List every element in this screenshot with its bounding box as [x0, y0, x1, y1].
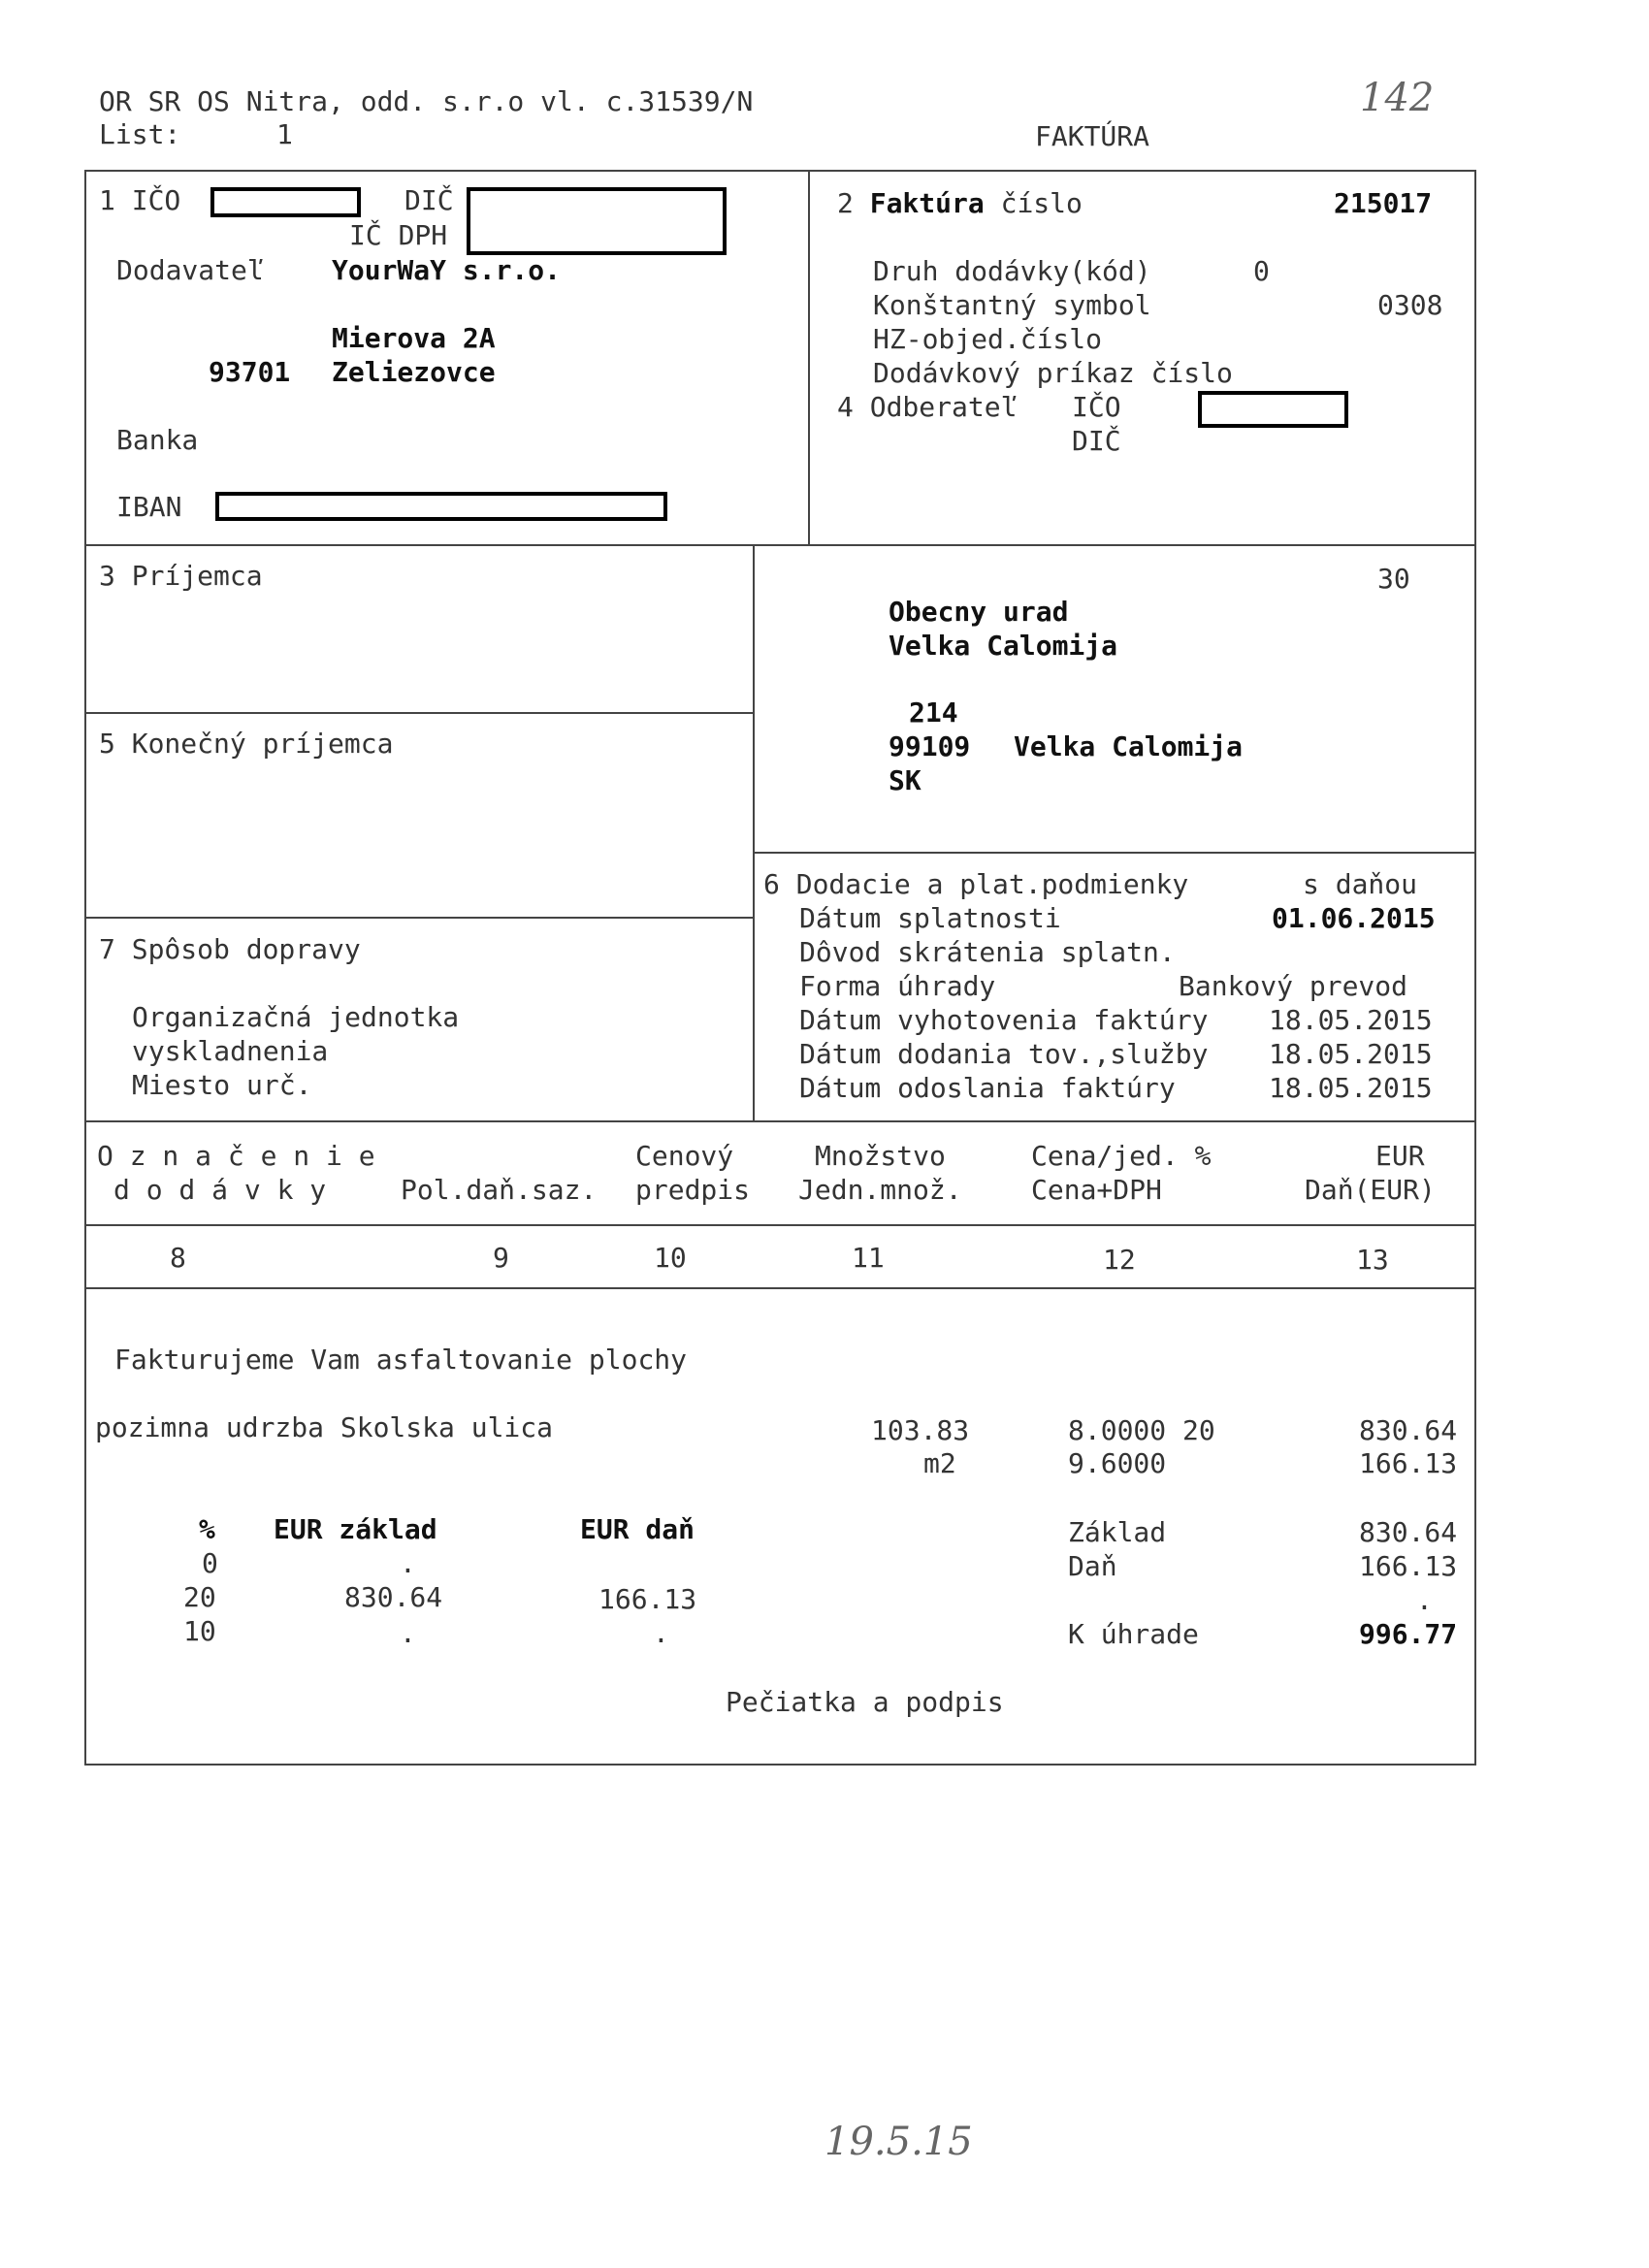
col-cena-jed: Cena/jed. % — [1031, 1140, 1212, 1172]
divider-middle-vertical — [753, 544, 755, 1122]
supplier-ico-label: 1 IČO — [99, 184, 181, 216]
invoice-number: 215017 — [1334, 187, 1433, 219]
totals-base-label: Základ — [1068, 1516, 1167, 1548]
due-date-value: 01.06.2015 — [1272, 902, 1436, 934]
handwritten-date: 19.5.15 — [824, 2120, 973, 2164]
col-cenovy: Cenový — [635, 1140, 734, 1172]
delivery-order-label: Dodávkový príkaz číslo — [873, 357, 1233, 389]
col-cena-dph: Cena+DPH — [1031, 1174, 1162, 1206]
col-number-8: 8 — [170, 1242, 186, 1274]
col-oznacenie: O z n a č e n i e — [97, 1140, 375, 1172]
org-unit-line-1: Organizačná jednotka — [132, 1001, 460, 1033]
send-date-value: 18.05.2015 — [1269, 1072, 1433, 1104]
divider-prijemca — [84, 712, 754, 714]
col-number-12: 12 — [1103, 1244, 1136, 1276]
final-recipient-label: 5 Konečný príjemca — [99, 728, 394, 760]
supplier-icdph-label: IČ DPH — [349, 219, 448, 251]
recipient-label: 3 Príjemca — [99, 560, 263, 592]
totals-dot: . — [1416, 1584, 1433, 1616]
frame-left-line — [84, 170, 86, 1766]
frame-top-line — [84, 170, 1476, 172]
transport-label: 7 Spôsob dopravy — [99, 933, 361, 965]
recipient-number: 214 — [909, 697, 958, 729]
col-number-13: 13 — [1356, 1244, 1389, 1276]
item-unit: m2 — [923, 1447, 956, 1479]
item-description: pozimna udrzba Skolska ulica — [95, 1411, 554, 1443]
payment-form-value: Bankový prevod — [1179, 970, 1408, 1002]
supplier-label: Dodavateľ — [116, 254, 264, 286]
delivery-date-label: Dátum dodania tov.,služby — [799, 1038, 1209, 1070]
col-number-11: 11 — [852, 1242, 885, 1274]
vat-row-2-pct: 10 — [183, 1615, 216, 1647]
recipient-name-2: Velka Calomija — [889, 630, 1118, 662]
recipient-zip: 99109 — [889, 730, 971, 762]
recipient-country: SK — [889, 764, 922, 796]
col-predpis: predpis — [635, 1174, 751, 1206]
vat-row-0-pct: 0 — [202, 1547, 218, 1579]
handwritten-page-number: 142 — [1360, 76, 1435, 120]
vat-amount-header: EUR daň — [580, 1513, 695, 1545]
constant-symbol-label: Konštantný symbol — [873, 289, 1151, 321]
supplier-zip: 93701 — [209, 356, 291, 388]
vat-row-1-pct: 20 — [183, 1581, 216, 1613]
conditions-value: s daňou — [1303, 868, 1418, 900]
item-amount: 830.64 — [1359, 1414, 1458, 1446]
list-label: List: — [99, 118, 181, 150]
redacted-customer-ico — [1198, 391, 1348, 428]
supplier-dic-label: DIČ — [404, 184, 454, 216]
issue-date-label: Dátum vyhotovenia faktúry — [799, 1004, 1209, 1036]
vat-row-1-base: 830.64 — [344, 1581, 443, 1613]
iban-label: IBAN — [116, 491, 182, 523]
vat-row-0-base: . — [400, 1547, 416, 1579]
vat-base-header: EUR základ — [274, 1513, 437, 1545]
item-unit-price: 8.0000 20 — [1068, 1414, 1215, 1446]
divider-transport — [84, 917, 754, 919]
vat-row-2-base: . — [400, 1617, 416, 1649]
delivery-type-label: Druh dodávky(kód) — [873, 255, 1151, 287]
divider-columns-top — [84, 1120, 1476, 1122]
redacted-iban — [215, 492, 667, 521]
delivery-date-value: 18.05.2015 — [1269, 1038, 1433, 1070]
recipient-code: 30 — [1377, 563, 1410, 595]
hz-order-label: HZ-objed.číslo — [873, 323, 1103, 355]
col-number-9: 9 — [493, 1242, 509, 1274]
send-date-label: Dátum odoslania faktúry — [799, 1072, 1176, 1104]
redacted-dic — [467, 187, 727, 255]
divider-conditions — [753, 852, 1476, 854]
issue-date-value: 18.05.2015 — [1269, 1004, 1433, 1036]
supplier-name: YourWaY s.r.o. — [332, 254, 562, 286]
redacted-ico — [210, 187, 361, 217]
list-value: 1 — [276, 118, 293, 150]
divider-top-vertical — [808, 170, 810, 546]
col-dan: Daň(EUR) — [1305, 1174, 1436, 1206]
customer-ico-label: IČO — [1072, 391, 1121, 423]
bank-label: Banka — [116, 424, 199, 456]
frame-bottom-line — [84, 1764, 1476, 1766]
item-intro: Fakturujeme Vam asfaltovanie plochy — [114, 1344, 688, 1376]
divider-line-1 — [84, 544, 1476, 546]
totals-due-value: 996.77 — [1359, 1618, 1458, 1650]
col-number-10: 10 — [654, 1242, 687, 1274]
recipient-name-1: Obecny urad — [889, 596, 1069, 628]
conditions-label: 6 Dodacie a plat.podmienky — [763, 868, 1189, 900]
supplier-city: Zeliezovce — [332, 356, 496, 388]
vat-row-2-vat: . — [653, 1617, 669, 1649]
stamp-signature-label: Pečiatka a podpis — [726, 1686, 1004, 1718]
totals-base-value: 830.64 — [1359, 1516, 1458, 1548]
customer-dic-label: DIČ — [1072, 425, 1121, 457]
item-quantity: 103.83 — [871, 1414, 970, 1446]
due-date-label: Dátum splatnosti — [799, 902, 1061, 934]
totals-vat-value: 166.13 — [1359, 1550, 1458, 1582]
invoice-number-label: 2 Faktúra číslo — [837, 187, 1083, 219]
registry-line: OR SR OS Nitra, odd. s.r.o vl. c.31539/N — [99, 85, 754, 117]
delivery-type-value: 0 — [1253, 255, 1270, 287]
recipient-city: Velka Calomija — [1014, 730, 1244, 762]
col-eur: EUR — [1375, 1140, 1425, 1172]
supplier-street: Mierova 2A — [332, 322, 496, 354]
divider-columns-bottom — [84, 1287, 1476, 1289]
col-mnozstvo: Množstvo — [815, 1140, 946, 1172]
payment-form-label: Forma úhrady — [799, 970, 996, 1002]
col-jedn: Jedn.množ. — [798, 1174, 962, 1206]
shortening-reason-label: Dôvod skrátenia splatn. — [799, 936, 1176, 968]
divider-columns-mid — [84, 1224, 1476, 1226]
item-vat: 166.13 — [1359, 1447, 1458, 1479]
totals-vat-label: Daň — [1068, 1550, 1117, 1582]
destination-label: Miesto urč. — [132, 1069, 312, 1101]
vat-row-1-vat: 166.13 — [598, 1583, 697, 1615]
col-vat-rate: Pol.daň.saz. — [401, 1174, 598, 1206]
constant-symbol-value: 0308 — [1377, 289, 1443, 321]
item-unit-price-vat: 9.6000 — [1068, 1447, 1167, 1479]
frame-right-line — [1474, 170, 1476, 1766]
customer-label: 4 Odberateľ — [837, 391, 1018, 423]
col-dodavky: d o d á v k y — [113, 1174, 327, 1206]
vat-pct-header: % — [199, 1513, 215, 1545]
document-title: FAKTÚRA — [1035, 120, 1150, 152]
org-unit-line-2: vyskladnenia — [132, 1035, 329, 1067]
totals-due-label: K úhrade — [1068, 1618, 1199, 1650]
